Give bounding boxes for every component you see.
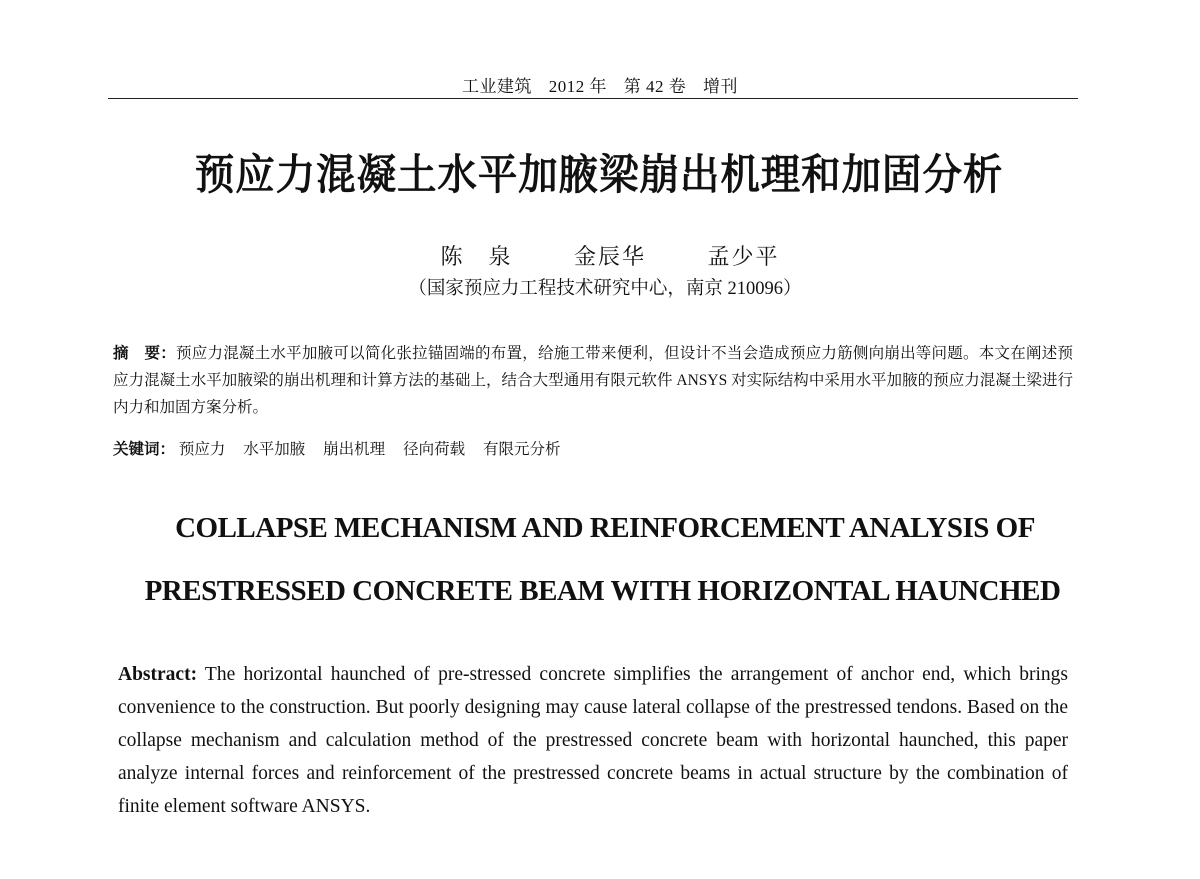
english-abstract-label: Abstract: (118, 664, 198, 685)
keywords-label: 关键词： (113, 441, 176, 458)
running-head (0, 72, 1200, 97)
author-1: 陈 泉 (440, 244, 513, 269)
english-title-line-1: COLLAPSE MECHANISM AND REINFORCEMENT ANALYSIS OF (175, 512, 1035, 544)
english-abstract-text: The horizontal haunched of pre-stressed concrete simplifies the arrangement of anchor end, which brings convenience to the construction. But poorly designing may cause lateral collapse of the prestressed tendons. Based on the collapse mechanism and calculation method of the prestressed concrete beam with horizontal haunched, this paper analyze internal forces and reinforcement of the prestressed concrete beams in actual structure by the combination of finite element software ANSYS. (118, 664, 1068, 817)
keyword: 径向荷载 (403, 441, 466, 458)
affiliation: （国家预应力工程技术研究中心，南京 210096） (408, 279, 802, 299)
journal-issue: 增刊 (703, 77, 738, 96)
keyword: 有限元分析 (482, 441, 561, 458)
keyword: 水平加腋 (243, 441, 306, 458)
english-title-line-2: PRESTRESSED CONCRETE BEAM WITH HORIZONTAL HAUNCHED (144, 575, 1061, 607)
chinese-keywords (113, 437, 574, 459)
chinese-abstract-label: 摘 要： (113, 345, 176, 362)
journal-year: 2012 年 (548, 77, 607, 96)
keyword: 预应力 (178, 441, 226, 458)
journal-name: 工业建筑 (462, 77, 532, 96)
chinese-title: 预应力混凝土水平加腋梁崩出机理和加固分析 (194, 150, 1004, 199)
author-3: 孟少平 (707, 244, 780, 269)
header-rule (108, 98, 1078, 99)
author-2: 金辰华 (573, 244, 646, 269)
keyword: 崩出机理 (323, 441, 386, 458)
english-abstract (118, 658, 1068, 823)
chinese-abstract-text: 预应力混凝土水平加腋可以简化张拉锚固端的布置，给施工带来便利，但设计不当会造成预应力筋侧向崩出等问题。本文在阐述预应力混凝土水平加腋梁的崩出机理和计算方法的基础上，结合大型通用有限元软件 ANSYS 对实际结构中采用水平加腋的预应力混凝土梁进行内力和加固方案分析。 (113, 345, 1073, 416)
authors (0, 240, 1200, 271)
chinese-abstract (113, 340, 1073, 421)
journal-volume: 第 42 卷 (623, 77, 687, 96)
